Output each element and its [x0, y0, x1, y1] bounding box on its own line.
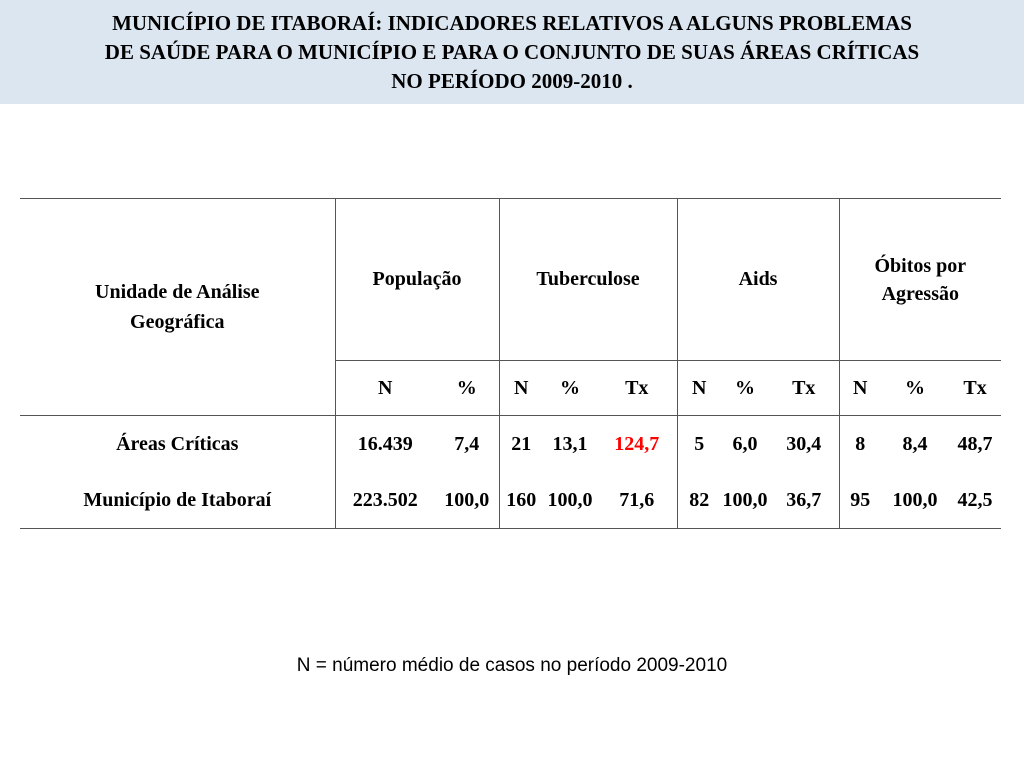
sub-pop-pct: % [435, 361, 499, 416]
group-header-tuberculose: Tuberculose [499, 199, 677, 361]
unit-header-line-1: Unidade de Análise [95, 281, 260, 303]
group-header-populacao: População [335, 199, 499, 361]
cell-tb-n: 160 [499, 474, 543, 529]
cell-ob-n: 95 [839, 474, 881, 529]
cell-ob-tx: 42,5 [949, 474, 1001, 529]
row-label: Município de Itaboraí [20, 474, 335, 529]
sub-tb-n: N [499, 361, 543, 416]
cell-tb-pct: 13,1 [543, 416, 597, 474]
cell-ob-n: 8 [839, 416, 881, 474]
row-label: Áreas Críticas [20, 416, 335, 474]
title-line-1: MUNICÍPIO DE ITABORAÍ: INDICADORES RELATIVOS A ALGUNS PROBLEMAS [112, 10, 912, 35]
cell-ob-pct: 8,4 [881, 416, 949, 474]
table-row [20, 474, 1001, 529]
sub-tb-pct: % [543, 361, 597, 416]
title-line-2: DE SAÚDE PARA O MUNICÍPIO E PARA O CONJUNTO DE SUAS ÁREAS CRÍTICAS [104, 39, 920, 64]
cell-tb-n: 21 [499, 416, 543, 474]
cell-aids-tx: 36,7 [769, 474, 839, 529]
cell-pop-n: 223.502 [335, 474, 435, 529]
sub-aids-n: N [677, 361, 721, 416]
footnote: N = número médio de casos no período 2009-2010 [296, 655, 728, 676]
cell-ob-tx: 48,7 [949, 416, 1001, 474]
sub-tb-tx: Tx [597, 361, 677, 416]
cell-aids-n: 82 [677, 474, 721, 529]
group-header-obitos [839, 199, 1001, 361]
sub-aids-pct: % [721, 361, 769, 416]
cell-tb-tx: 71,6 [597, 474, 677, 529]
page-title [105, 9, 919, 96]
cell-pop-pct: 7,4 [435, 416, 499, 474]
cell-tb-tx-highlight: 124,7 [597, 416, 677, 474]
cell-aids-pct: 6,0 [721, 416, 769, 474]
cell-tb-pct: 100,0 [543, 474, 597, 529]
sub-pop-n: N [335, 361, 435, 416]
unit-header-line-2: Geográfica [130, 311, 225, 333]
cell-aids-tx: 30,4 [769, 416, 839, 474]
sub-aids-tx: Tx [769, 361, 839, 416]
unit-header [20, 199, 335, 416]
cell-pop-pct: 100,0 [435, 474, 499, 529]
cell-pop-n: 16.439 [335, 416, 435, 474]
cell-aids-n: 5 [677, 416, 721, 474]
cell-aids-pct: 100,0 [721, 474, 769, 529]
table-header-row [20, 199, 1001, 361]
sub-ob-n: N [839, 361, 881, 416]
sub-ob-tx: Tx [949, 361, 1001, 416]
table-row [20, 416, 1001, 474]
obitos-header-line-2: Agressão [881, 282, 959, 305]
group-header-aids: Aids [677, 199, 839, 361]
title-banner [0, 0, 1024, 104]
cell-ob-pct: 100,0 [881, 474, 949, 529]
obitos-header-line-1: Óbitos por [874, 254, 967, 277]
sub-ob-pct: % [881, 361, 949, 416]
title-line-3: NO PERÍODO 2009-2010 . [391, 68, 633, 93]
health-indicators-table [20, 198, 1001, 529]
